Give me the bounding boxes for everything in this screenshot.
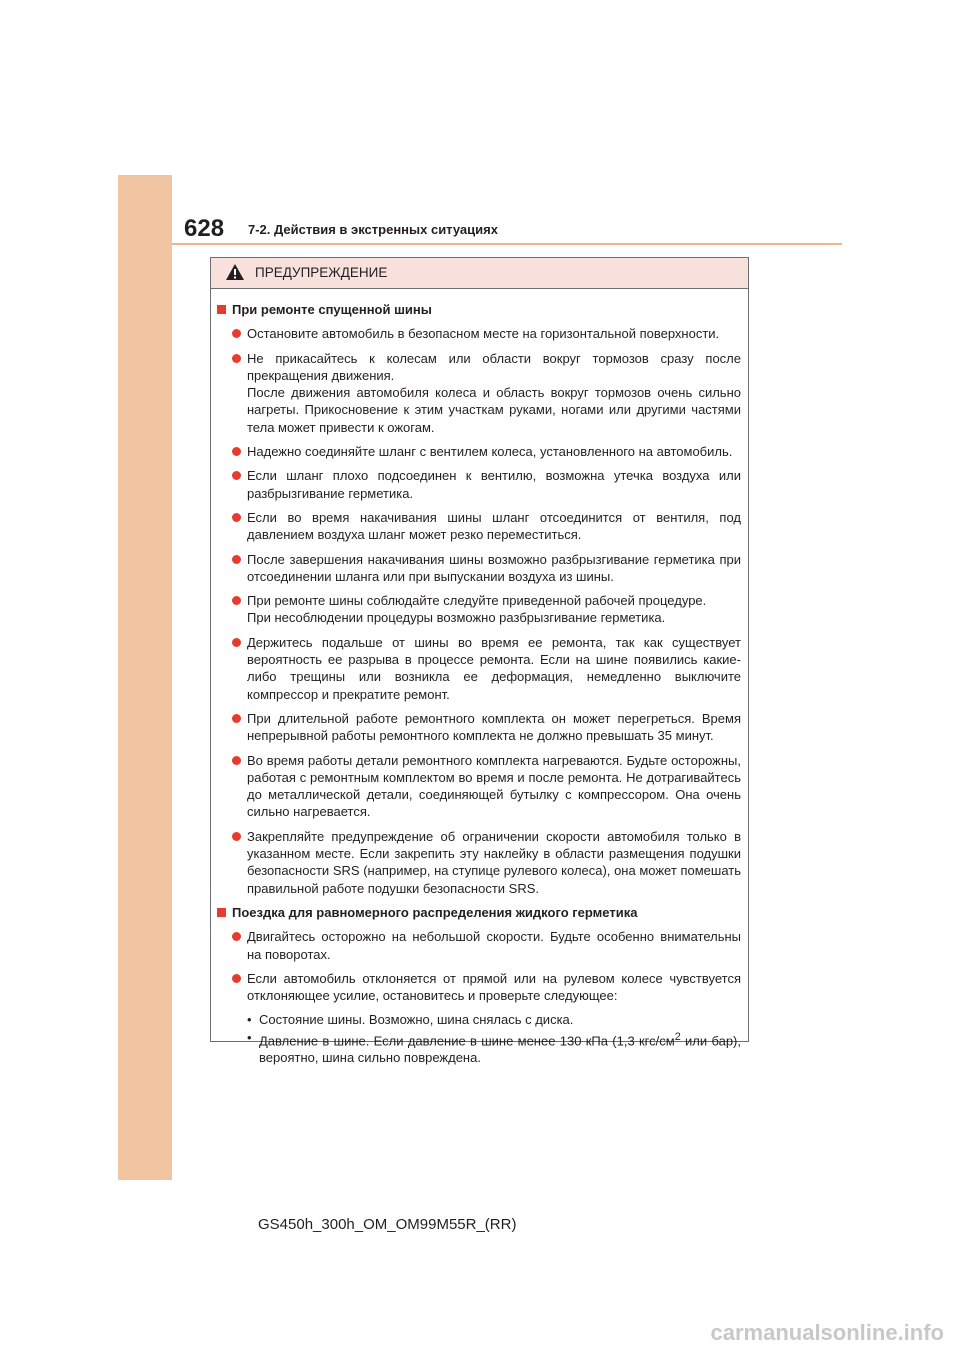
bullet-dot-icon — [232, 596, 241, 605]
item-text: Если автомобиль отклоняется от прямой или на рулевом колесе чувствуется отклоняющее усилие, остановитесь и проверьте следующее: — [247, 970, 741, 1004]
sub-bullet: • — [247, 1012, 252, 1028]
item-text: Во время работы детали ремонтного комплекта нагреваются. Будьте осторожны, работая с ремонтным комплектом во время и после ремонта. Не дотрагивайтесь до металлической детали, соединяющей бутылку с компрессором. Она очень сильно нагревается. — [247, 752, 741, 820]
square-bullet-icon — [217, 305, 226, 314]
sub-list-item — [247, 1029, 742, 1067]
footer-code: GS450h_300h_OM_OM99M55R_(RR) — [258, 1216, 517, 1233]
item-text: Держитесь подальше от шины во время ее ремонта, так как существует вероятность ее разрыва в процессе ремонта. Если на шине появились какие-либо трещины или возникла ее деформация, немедленно выключите компрессор и прекратите ремонт. — [247, 634, 741, 702]
item-text: Закрепляйте предупреждение об ограничении скорости автомобиля только в указанном месте. Если закрепить эту наклейку в области размещения подушки безопасности SRS (например, на ступице рулевого колеса), она может помешать правильной работе подушки безопасности SRS. — [247, 828, 741, 896]
item-text: Надежно соединяйте шланг с вентилем колеса, установленного на автомобиль. — [247, 444, 733, 460]
square-bullet-icon — [217, 908, 226, 917]
watermark: carmanualsonline.info — [710, 1320, 944, 1345]
list-item — [232, 828, 742, 897]
bullet-dot-icon — [232, 555, 241, 564]
list-item — [232, 350, 742, 436]
bullet-dot-icon — [232, 932, 241, 941]
warning-body — [211, 289, 748, 1067]
bullet-dot-icon — [232, 756, 241, 765]
bullet-dot-icon — [232, 714, 241, 723]
sub-list-item — [247, 1011, 742, 1028]
page-number: 628 — [184, 215, 225, 242]
side-band — [118, 175, 172, 1180]
list-item — [232, 710, 742, 745]
section-heading — [217, 301, 742, 318]
bullet-dot-icon — [232, 471, 241, 480]
warning-header — [211, 258, 748, 289]
item-text: Не прикасайтесь к колесам или области вокруг тормозов сразу после прекращения движения. После движения автомобиля колеса и область вокруг тормозов очень сильно нагреты. Прикосновение к этим участкам руками, ногами или другими частями тела может привести к ожогам. — [247, 350, 741, 435]
warning-title: ПРЕДУПРЕЖДЕНИЕ — [255, 265, 388, 280]
heading-text: Поездка для равномерного распределения жидкого герметика — [232, 904, 638, 920]
bullet-dot-icon — [232, 832, 241, 841]
heading-text: При ремонте спущенной шины — [232, 302, 432, 317]
header-rule — [172, 243, 842, 245]
item-text: При длительной работе ремонтного комплекта он может перегреться. Время непрерывной работы ремонтного комплекта не должно превышать 35 минут. — [247, 710, 741, 744]
bullet-dot-icon — [232, 447, 241, 456]
list-item — [232, 467, 742, 502]
sub-item-text: Состояние шины. Возможно, шина снялась с диска. — [259, 1012, 574, 1028]
section-title: 7-2. Действия в экстренных ситуациях — [248, 222, 498, 237]
item-text: При ремонте шины соблюдайте следуйте приведенной рабочей процедуре. При несоблюдении процедуры возможно разбрызгивание герметика. — [247, 593, 707, 626]
item-text: Если шланг плохо подсоединен к вентилю, возможна утечка воздуха или разбрызгивание герметика. — [247, 468, 741, 501]
item-text: Остановите автомобиль в безопасном месте на горизонтальной поверхности. — [247, 326, 720, 342]
warning-triangle-icon — [225, 263, 245, 281]
list-item — [232, 592, 742, 627]
list-item — [232, 443, 742, 460]
list-item — [232, 551, 742, 586]
warning-box — [210, 257, 749, 1066]
bullet-dot-icon — [232, 354, 241, 363]
item-text: После завершения накачивания шины возможно разбрызгивание герметика при отсоединении шланга или при выпускании воздуха из шины. — [247, 551, 741, 584]
sub-bullet: • — [247, 1029, 252, 1045]
bullet-dot-icon — [232, 638, 241, 647]
list-item — [232, 928, 742, 963]
list-item — [232, 509, 742, 544]
bullet-dot-icon — [232, 974, 241, 983]
item-text: Если во время накачивания шины шланг отсоединится от вентиля, под давлением воздуха шланг может резко переместиться. — [247, 509, 741, 543]
list-item — [232, 634, 742, 703]
list-item — [232, 752, 742, 821]
list-item — [232, 970, 742, 1005]
item-text: Двигайтесь осторожно на небольшой скорости. Будьте особенно внимательны на поворотах. — [247, 929, 741, 962]
list-item — [232, 325, 742, 342]
bullet-dot-icon — [232, 329, 241, 338]
sub-item-text: Давление в шине. Если давление в шине менее 130 кПа (1,3 кгс/$см^2$ или бар), вероятно, шина сильно повреждена. — [259, 1030, 741, 1066]
section-heading — [217, 904, 742, 921]
bullet-dot-icon — [232, 513, 241, 522]
